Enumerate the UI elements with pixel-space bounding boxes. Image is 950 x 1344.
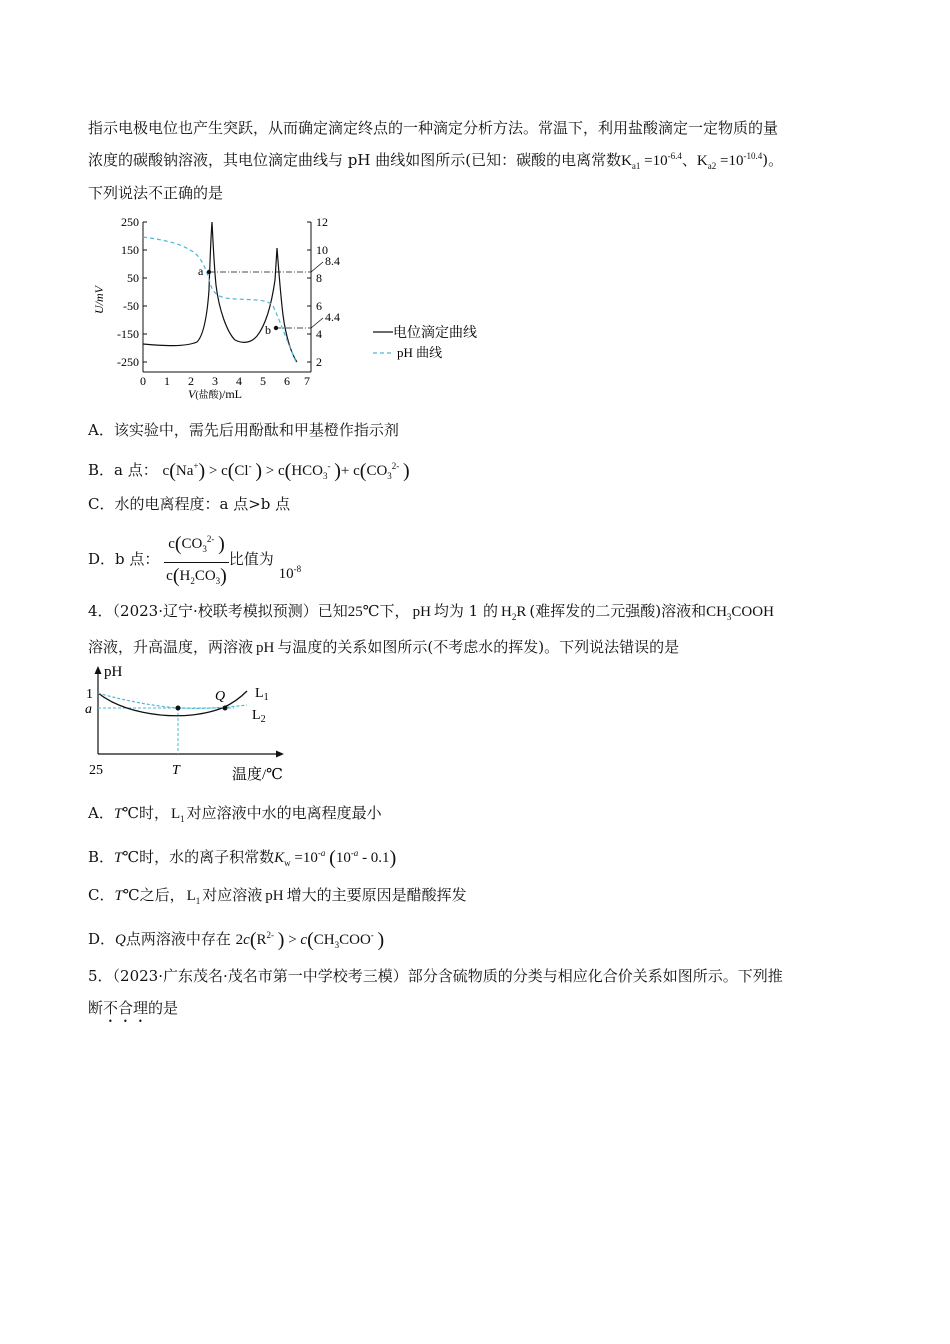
q3-line2-pre: 浓度的碳酸钠溶液，其电位滴定曲线与 pH 曲线如图所示(已知：碳酸的电离常数 <box>88 151 622 169</box>
y-value-a: a <box>85 702 92 717</box>
q3-option-d-fraction: $\frac{c(CO_3^{2-} )}{c(H_2CO_3)}$ <box>164 528 229 592</box>
q3-text-line2 <box>88 146 783 176</box>
ph-tick-4: 4 <box>316 327 322 341</box>
x-tick-1: 1 <box>164 374 170 388</box>
q3-option-d <box>88 528 301 592</box>
ph-tick-8: 8 <box>316 271 322 285</box>
x-tick-3: 3 <box>212 374 218 388</box>
x-tick-7: 7 <box>304 374 310 388</box>
q3-titration-chart <box>85 210 515 405</box>
q4-option-c: C．T℃之后， $L_1$ 对应溶液 pH 增大的主要原因是醋酸挥发 <box>88 886 467 906</box>
point-a-label: a <box>198 264 204 278</box>
v-axis-label: V(盐酸)/mL <box>187 387 243 401</box>
x-tick-4: 4 <box>236 374 242 388</box>
ph-annotation-4-4: 4.4 <box>325 310 340 324</box>
q3-option-a: A．该实验中，需先后用酚酞和甲基橙作指示剂 <box>88 421 399 439</box>
q3-option-d-label: D．b 点： <box>88 550 160 568</box>
u-tick-minus50: -50 <box>123 299 139 313</box>
temperature-axis-label: 温度/℃ <box>232 767 283 783</box>
ph-tick-6: 6 <box>316 299 322 313</box>
q4-text-line2: 溶液，升高温度，两溶液 pH 与温度的关系如图所示(不考虑水的挥发)。下列说法错误的是 <box>88 638 680 656</box>
x-tick-5: 5 <box>260 374 266 388</box>
q4-text-line1: 4．（2023·辽宁·校联考模拟预测）已知25℃下， pH 均为 1 的 $H_2R$ (难挥发的二元强酸)溶液和$CH_3COOH$ <box>88 602 774 622</box>
point-b-label: b <box>265 323 271 337</box>
q3-option-b-inequality: c(Na+) > c(Cl- ) > $c(HCO_3^-$ )+ $c(CO_3^{2-}$ ) <box>162 460 410 482</box>
point-b-marker <box>274 326 278 330</box>
curve-L2-label: $L_2$ <box>252 708 266 725</box>
u-tick-150: 150 <box>121 243 139 257</box>
x-tick-2: 2 <box>188 374 194 388</box>
q3-separator: 、 <box>681 151 697 169</box>
q3-option-b-label: B．a 点： <box>88 461 158 479</box>
point-Q-label: Q <box>215 689 226 704</box>
q3-text-line3: 下列说法不正确的是 <box>88 184 224 202</box>
u-tick-50: 50 <box>127 271 139 285</box>
curve-L1-label: $L_1$ <box>255 686 269 703</box>
x-value-25: 25 <box>89 763 103 778</box>
q5-text-line1: 5．（2023·广东茂名·茂名市第一中学校考三模）部分含硫物质的分类与相应化合价关系如图所示。下列推 <box>88 967 783 985</box>
q4-option-d: D．Q点两溶液中存在 $2c(R^{2-}$ ) > $c(CH_3COO^-$ ) <box>88 929 385 951</box>
ph-tick-2: 2 <box>316 355 322 369</box>
q3-option-c: C．水的电离程度：a 点>b 点 <box>88 495 291 513</box>
point-T-marker <box>176 706 181 711</box>
q3-option-d-value: $10^{-8}$ <box>278 564 302 582</box>
q4-option-b: B．T℃时，水的离子积常数$K_w =10^{-a}$ $(10^{-a} - 0.1)$ <box>88 847 397 869</box>
x-tick-0: 0 <box>140 374 146 388</box>
point-Q-marker <box>223 706 228 711</box>
legend-potential: 电位滴定曲线 <box>393 326 477 341</box>
q3-line2-post: )。 <box>762 151 784 169</box>
ph-annotation-8-4: 8.4 <box>325 254 340 268</box>
q4-ph-temperature-chart <box>82 662 312 787</box>
ph-axis-label: pH <box>104 664 123 680</box>
u-axis-label: U/mV <box>92 286 106 314</box>
q3-option-d-ratio-text: 比值为 <box>228 550 274 568</box>
x-value-T: T <box>172 763 180 778</box>
u-tick-250: 250 <box>121 215 139 229</box>
q5-emphasis-text: 不合理 <box>103 999 149 1017</box>
legend-ph: pH 曲线 <box>397 345 443 360</box>
u-tick-minus150: -150 <box>117 327 139 341</box>
q3-option-b <box>88 455 410 487</box>
x-tick-6: 6 <box>284 374 290 388</box>
y-value-1: 1 <box>86 687 93 702</box>
ph-tick-10: 10 <box>316 243 328 257</box>
u-tick-minus250: -250 <box>117 355 139 369</box>
ph-tick-12: 12 <box>316 215 328 229</box>
q5-text-line2: 断不合理的是 <box>88 999 179 1017</box>
potential-titration-curve <box>143 222 297 362</box>
q4-option-a: A．T℃时， $L_1$ 对应溶液中水的电离程度最小 <box>88 804 382 824</box>
point-a-marker <box>207 270 211 274</box>
ka2-expression: $K_{a2} =10^{-10.4}$ <box>696 151 763 171</box>
q4-option-d-inequality: $2c(R^{2-}$ ) > $c(CH_3COO^-$ ) <box>235 929 385 951</box>
q3-text-line1: 指示电极电位也产生突跃，从而确定滴定终点的一种滴定分析方法。常温下，利用盐酸滴定一定物质的量 <box>88 119 779 137</box>
ka1-expression: $K_{a1} =10^{-6.4}$ <box>621 151 682 171</box>
